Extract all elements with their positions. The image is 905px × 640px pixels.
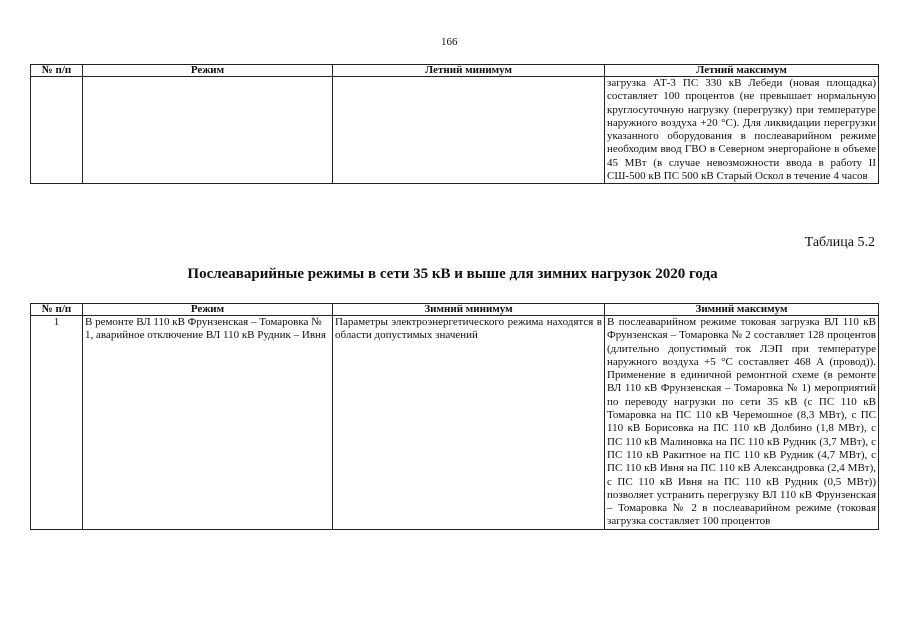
table-header-row xyxy=(31,65,879,77)
table-row xyxy=(31,77,879,184)
cell-mode xyxy=(83,77,333,184)
table-row xyxy=(31,316,879,530)
header-mode: Режим xyxy=(83,65,333,77)
table-winter xyxy=(30,303,879,530)
header-num: № п/п xyxy=(31,304,83,316)
cell-mode: В ремонте ВЛ 110 кВ Фрунзенская – Томаровка № 1, аварийное отключение ВЛ 110 кВ Рудник – Ивня xyxy=(83,316,333,530)
table-title: Послеаварийные режимы в сети 35 кВ и выше для зимних нагрузок 2020 года xyxy=(187,266,718,282)
header-winter-max: Зимний максимум xyxy=(605,304,879,316)
header-mode: Режим xyxy=(83,304,333,316)
cell-min xyxy=(333,77,605,184)
cell-num xyxy=(31,77,83,184)
table-number: Таблица 5.2 xyxy=(804,235,875,250)
header-num: № п/п xyxy=(31,65,83,77)
table-header-row xyxy=(31,304,879,316)
header-winter-min: Зимний минимум xyxy=(333,304,605,316)
cell-max: В послеаварийном режиме токовая загрузка ВЛ 110 кВ Фрунзенская – Томаровка № 2 составляет 128 процентов (длительно допустимый ток ЛЭП при температуре наружного воздуха +5 °С составляет 468 А (провод)). Применение в единичной ремонтной схеме (в ремонте ВЛ 110 кВ Фрунзенская – Томаровка № 1) мероприятий по переводу нагрузки по сети 35 кВ (с ПС 110 кВ Томаровка на ПС 110 кВ Черемошное (8,3 МВт), с ПС 110 кВ Борисовка на ПС 110 кВ Долбино (1,8 МВт), с ПС 110 кВ Малиновка на ПС 110 кВ Рудник (3,7 МВт), с ПС 110 кВ Ракитное на ПС 110 кВ Рудник (4,7 МВт), с ПС 110 кВ Ивня на ПС 110 кВ Александровка (2,4 МВт), с ПС 110 кВ Ивня на ПС 110 кВ Рудник (0,5 МВт)) позволяет устранить перегрузку ВЛ 110 кВ Фрунзенская – Томаровка № 2 в послеаварийном режиме (токовая загрузка составляет 100 процентов xyxy=(605,316,879,530)
header-summer-min: Летний минимум xyxy=(333,65,605,77)
header-summer-max: Летний максимум xyxy=(605,65,879,77)
cell-num: 1 xyxy=(31,316,83,530)
page-number: 166 xyxy=(441,36,458,48)
table-continuation xyxy=(30,64,879,184)
cell-min: Параметры электроэнергетического режима находятся в области допустимых значений xyxy=(333,316,605,530)
cell-max: загрузка АТ-3 ПС 330 кВ Лебеди (новая площадка) составляет 100 процентов (не превышает нормальную круглосуточную нагрузку (перегрузку) при температуре наружного воздуха +20 °С). Для ликвидации перегрузки указанного оборудования в послеаварийном режиме необходим ввод ГВО в Северном энергорайоне в объеме 45 МВт (в случае невозможности ввода в работу II СШ-500 кВ ПС 500 кВ Старый Оскол в течение 4 часов xyxy=(605,77,879,184)
